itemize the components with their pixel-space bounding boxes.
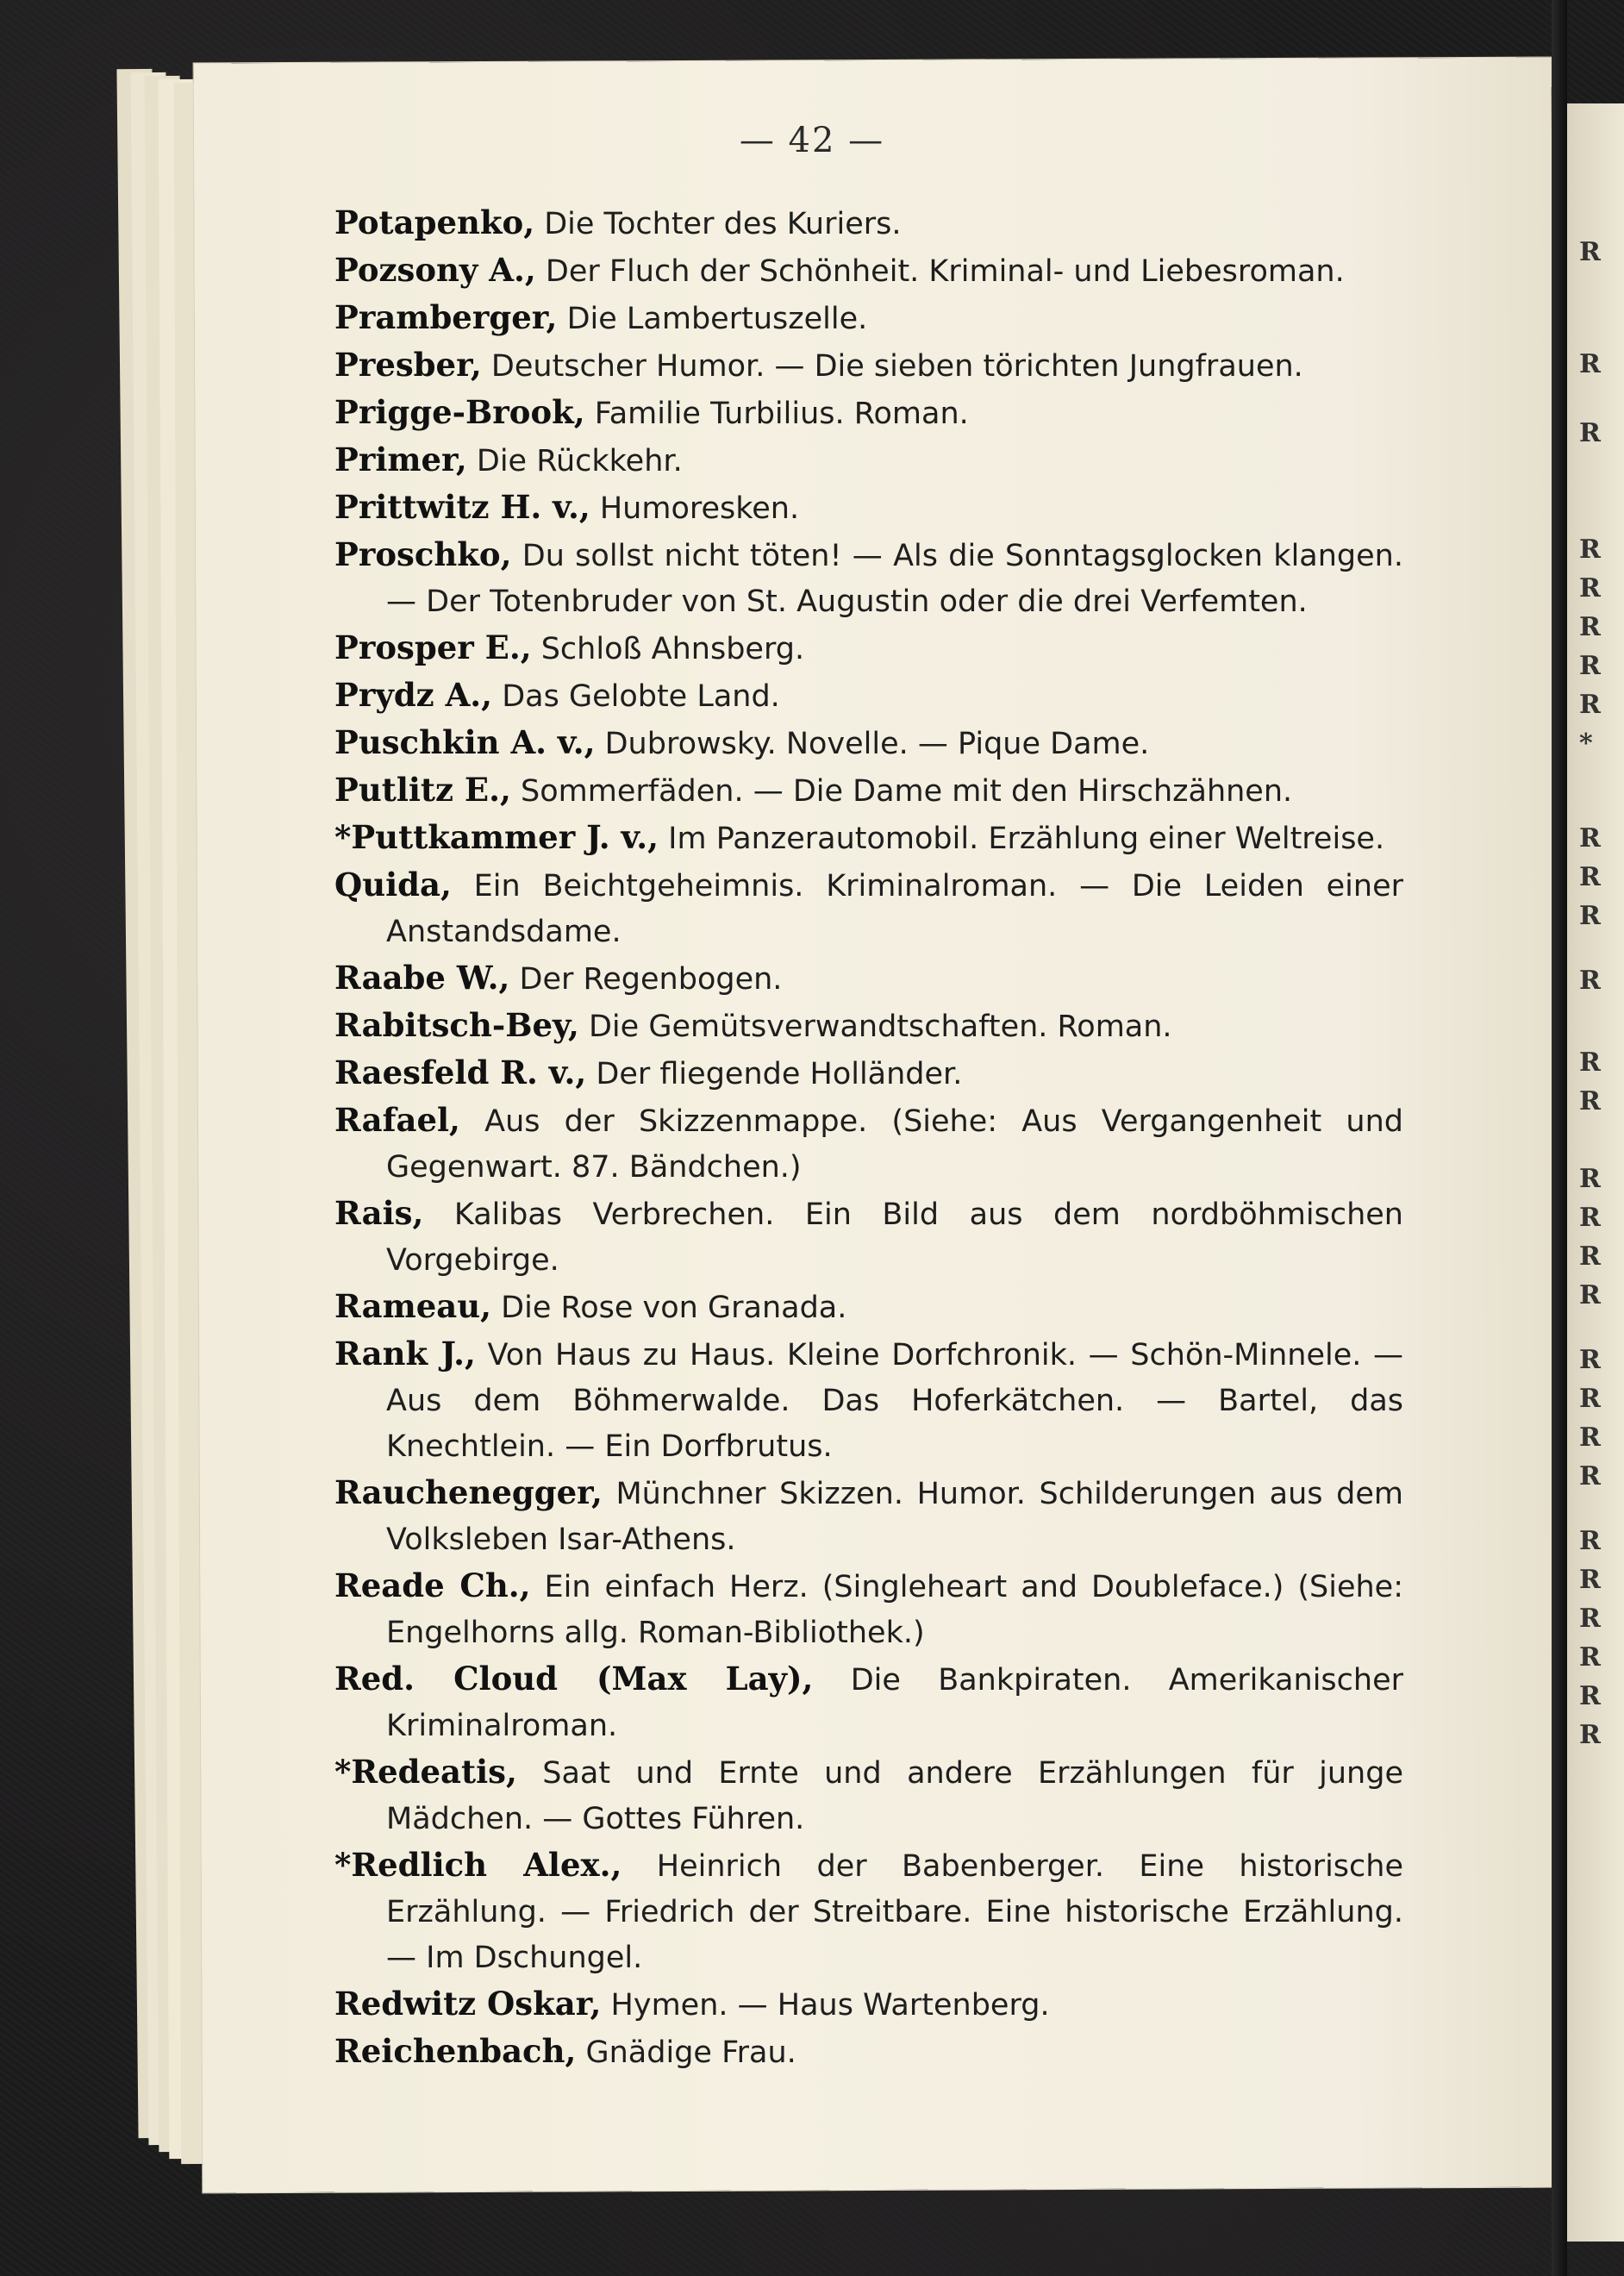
title-text: Der fliegende Holländer. bbox=[586, 1057, 963, 1091]
title-text: Ein einfach Herz. (Singleheart and Doubleface.) (Siehe: Engelhorns allg. Roman-Bibliothek.) bbox=[386, 1570, 1403, 1650]
title-text: Ein Beichtgeheimnis. Kriminalroman. — Die Leiden einer Anstandsdame. bbox=[386, 869, 1403, 949]
author-name: *Redlich Alex., bbox=[334, 1846, 622, 1884]
facing-page-letter: R bbox=[1579, 418, 1601, 448]
author-name: Rauchenegger, bbox=[334, 1473, 603, 1511]
facing-page-letter: R bbox=[1579, 1526, 1601, 1556]
catalog-entry bbox=[334, 625, 1403, 672]
facing-page-letter: R bbox=[1579, 823, 1601, 854]
facing-page-letter: R bbox=[1579, 1345, 1601, 1375]
catalog-entry bbox=[334, 247, 1403, 295]
author-name: Presber, bbox=[334, 346, 482, 384]
facing-page-letter: R bbox=[1579, 1422, 1601, 1453]
facing-page-letter: R bbox=[1579, 1642, 1601, 1673]
title-text: Im Panzerautomobil. Erzählung einer Weltreise. bbox=[659, 822, 1385, 856]
title-text: Die Rückkehr. bbox=[466, 444, 683, 478]
author-name: Reichenbach, bbox=[334, 2032, 577, 2070]
facing-page-letter: * bbox=[1579, 728, 1593, 759]
facing-page-letter: R bbox=[1579, 1241, 1601, 1272]
author-name: Reade Ch., bbox=[334, 1566, 531, 1604]
author-name: Prigge-Brook, bbox=[334, 393, 585, 431]
catalog-entry bbox=[334, 1656, 1403, 1749]
title-text: Münchner Skizzen. Humor. Schilderungen aus dem Volksleben Isar-Athens. bbox=[386, 1477, 1403, 1557]
title-text: Schloß Ahnsberg. bbox=[531, 632, 805, 666]
title-text: Deutscher Humor. — Die sieben törichten Jungfrauen. bbox=[481, 349, 1303, 384]
title-text: Von Haus zu Haus. Kleine Dorfchronik. — Schön-Minnele. — Aus dem Böhmerwalde. Das Hoferkätchen. — Bartel, das Knechtlein. — Ein Dorfbrutus. bbox=[386, 1338, 1404, 1464]
author-name: Rafael, bbox=[334, 1101, 460, 1139]
facing-page-letter: R bbox=[1579, 1461, 1601, 1491]
author-name: Proschko, bbox=[334, 535, 512, 573]
facing-page-letter: R bbox=[1579, 612, 1601, 642]
title-text: Dubrowsky. Novelle. — Pique Dame. bbox=[595, 727, 1150, 761]
title-text: Kalibas Verbrechen. Ein Bild aus dem nordböhmischen Vorgebirge. bbox=[386, 1197, 1403, 1278]
facing-page-letter: R bbox=[1579, 1384, 1601, 1414]
title-text: Die Lambertuszelle. bbox=[557, 302, 868, 336]
facing-page-letter: R bbox=[1579, 1565, 1601, 1595]
facing-page-letter: R bbox=[1579, 1164, 1601, 1194]
author-name: Prittwitz H. v., bbox=[334, 488, 590, 526]
facing-page-letter: R bbox=[1579, 573, 1601, 603]
catalog-entry bbox=[334, 437, 1403, 485]
author-name: Potapenko, bbox=[334, 203, 535, 241]
catalog-entry bbox=[334, 1749, 1403, 1842]
catalog-entry bbox=[334, 815, 1403, 862]
catalog-entry bbox=[334, 200, 1403, 247]
facing-page-letter: R bbox=[1579, 901, 1601, 931]
catalog-entry bbox=[334, 342, 1403, 390]
title-text: Das Gelobte Land. bbox=[492, 679, 780, 714]
catalog-entry bbox=[334, 720, 1403, 767]
title-text: Aus der Skizzenmappe. (Siehe: Aus Vergangenheit und Gegenwart. 87. Bändchen.) bbox=[386, 1104, 1403, 1185]
title-text: Der Fluch der Schönheit. Kriminal- und Liebesroman. bbox=[535, 254, 1345, 289]
facing-page-letter: R bbox=[1579, 535, 1601, 565]
title-text: Die Bankpiraten. Amerikanischer Kriminalroman. bbox=[386, 1663, 1403, 1743]
catalog-entry bbox=[334, 955, 1403, 1003]
page-number: — 42 — bbox=[739, 121, 885, 160]
author-name: Putlitz E., bbox=[334, 771, 511, 809]
title-text: Gnädige Frau. bbox=[576, 2035, 796, 2070]
catalog-entry bbox=[334, 532, 1403, 625]
catalog-entry bbox=[334, 295, 1403, 342]
title-text: Sommerfäden. — Die Dame mit den Hirschzähnen. bbox=[510, 774, 1293, 809]
title-text: Humoresken. bbox=[590, 491, 800, 526]
author-name: Redwitz Oskar, bbox=[334, 1985, 602, 2023]
author-name: Prydz A., bbox=[334, 676, 493, 714]
facing-page-letter: R bbox=[1579, 1681, 1601, 1711]
author-name: *Puttkammer J. v., bbox=[334, 818, 659, 856]
title-text: Der Regenbogen. bbox=[509, 962, 783, 997]
catalog-entry bbox=[334, 672, 1403, 720]
catalog-entry bbox=[334, 1284, 1403, 1331]
catalog-entry bbox=[334, 485, 1403, 532]
catalog-entry bbox=[334, 390, 1403, 437]
author-name: Rank J., bbox=[334, 1335, 476, 1372]
catalog-list bbox=[334, 200, 1403, 2076]
facing-page-letter: R bbox=[1579, 237, 1601, 267]
next-page-edge bbox=[1567, 103, 1624, 2242]
facing-page-letter: R bbox=[1579, 1047, 1601, 1078]
catalog-entry bbox=[334, 862, 1403, 955]
facing-page-letter: R bbox=[1579, 1604, 1601, 1634]
title-text: Heinrich der Babenberger. Eine historische Erzählung. — Friedrich der Streitbare. Eine historische Erzählung. — Im Dschungel. bbox=[386, 1849, 1403, 1975]
catalog-entry bbox=[334, 1191, 1403, 1284]
facing-page-letter: R bbox=[1579, 1720, 1601, 1750]
catalog-entry bbox=[334, 1981, 1403, 2029]
facing-page-letter: R bbox=[1579, 1203, 1601, 1233]
title-text: Saat und Ernte und andere Erzählungen für junge Mädchen. — Gottes Führen. bbox=[386, 1756, 1403, 1836]
facing-page-letter: R bbox=[1579, 966, 1601, 996]
catalog-entry bbox=[334, 1050, 1403, 1097]
catalog-entry bbox=[334, 2029, 1403, 2076]
title-text: Du sollst nicht töten! — Als die Sonntagsglocken klangen. — Der Totenbruder von St. Augustin oder die drei Verfemten. bbox=[386, 539, 1403, 619]
book-gutter bbox=[1552, 0, 1567, 2276]
facing-page-letter: R bbox=[1579, 1280, 1601, 1310]
author-name: Rais, bbox=[334, 1194, 424, 1232]
title-text: Hymen. — Haus Wartenberg. bbox=[601, 1988, 1050, 2023]
catalog-entry bbox=[334, 1097, 1403, 1191]
catalog-entry bbox=[334, 1563, 1403, 1656]
catalog-entry bbox=[334, 1842, 1403, 1981]
title-text: Die Gemütsverwandtschaften. Roman. bbox=[578, 1010, 1172, 1044]
author-name: Prosper E., bbox=[334, 628, 532, 666]
author-name: *Redeatis, bbox=[334, 1753, 517, 1791]
facing-page-letter: R bbox=[1579, 862, 1601, 892]
author-name: Pramberger, bbox=[334, 298, 558, 336]
facing-page-letter: R bbox=[1579, 349, 1601, 379]
author-name: Rameau, bbox=[334, 1287, 492, 1325]
author-name: Puschkin A. v., bbox=[334, 723, 596, 761]
title-text: Familie Turbilius. Roman. bbox=[584, 397, 969, 431]
author-name: Rabitsch-Bey, bbox=[334, 1006, 579, 1044]
catalog-entry bbox=[334, 1470, 1403, 1563]
title-text: Die Rose von Granada. bbox=[491, 1291, 847, 1325]
catalog-entry bbox=[334, 1003, 1403, 1050]
author-name: Raabe W., bbox=[334, 959, 510, 997]
author-name: Raesfeld R. v., bbox=[334, 1054, 587, 1091]
title-text: Die Tochter des Kuriers. bbox=[534, 207, 902, 241]
author-name: Quida, bbox=[334, 866, 452, 904]
author-name: Pozsony A., bbox=[334, 251, 536, 289]
facing-page-letter: R bbox=[1579, 1086, 1601, 1116]
author-name: Red. Cloud (Max Lay), bbox=[334, 1660, 814, 1698]
author-name: Primer, bbox=[334, 441, 467, 478]
catalog-entry bbox=[334, 767, 1403, 815]
facing-page-letter: R bbox=[1579, 651, 1601, 681]
facing-page-letter: R bbox=[1579, 690, 1601, 720]
catalog-entry bbox=[334, 1331, 1403, 1470]
